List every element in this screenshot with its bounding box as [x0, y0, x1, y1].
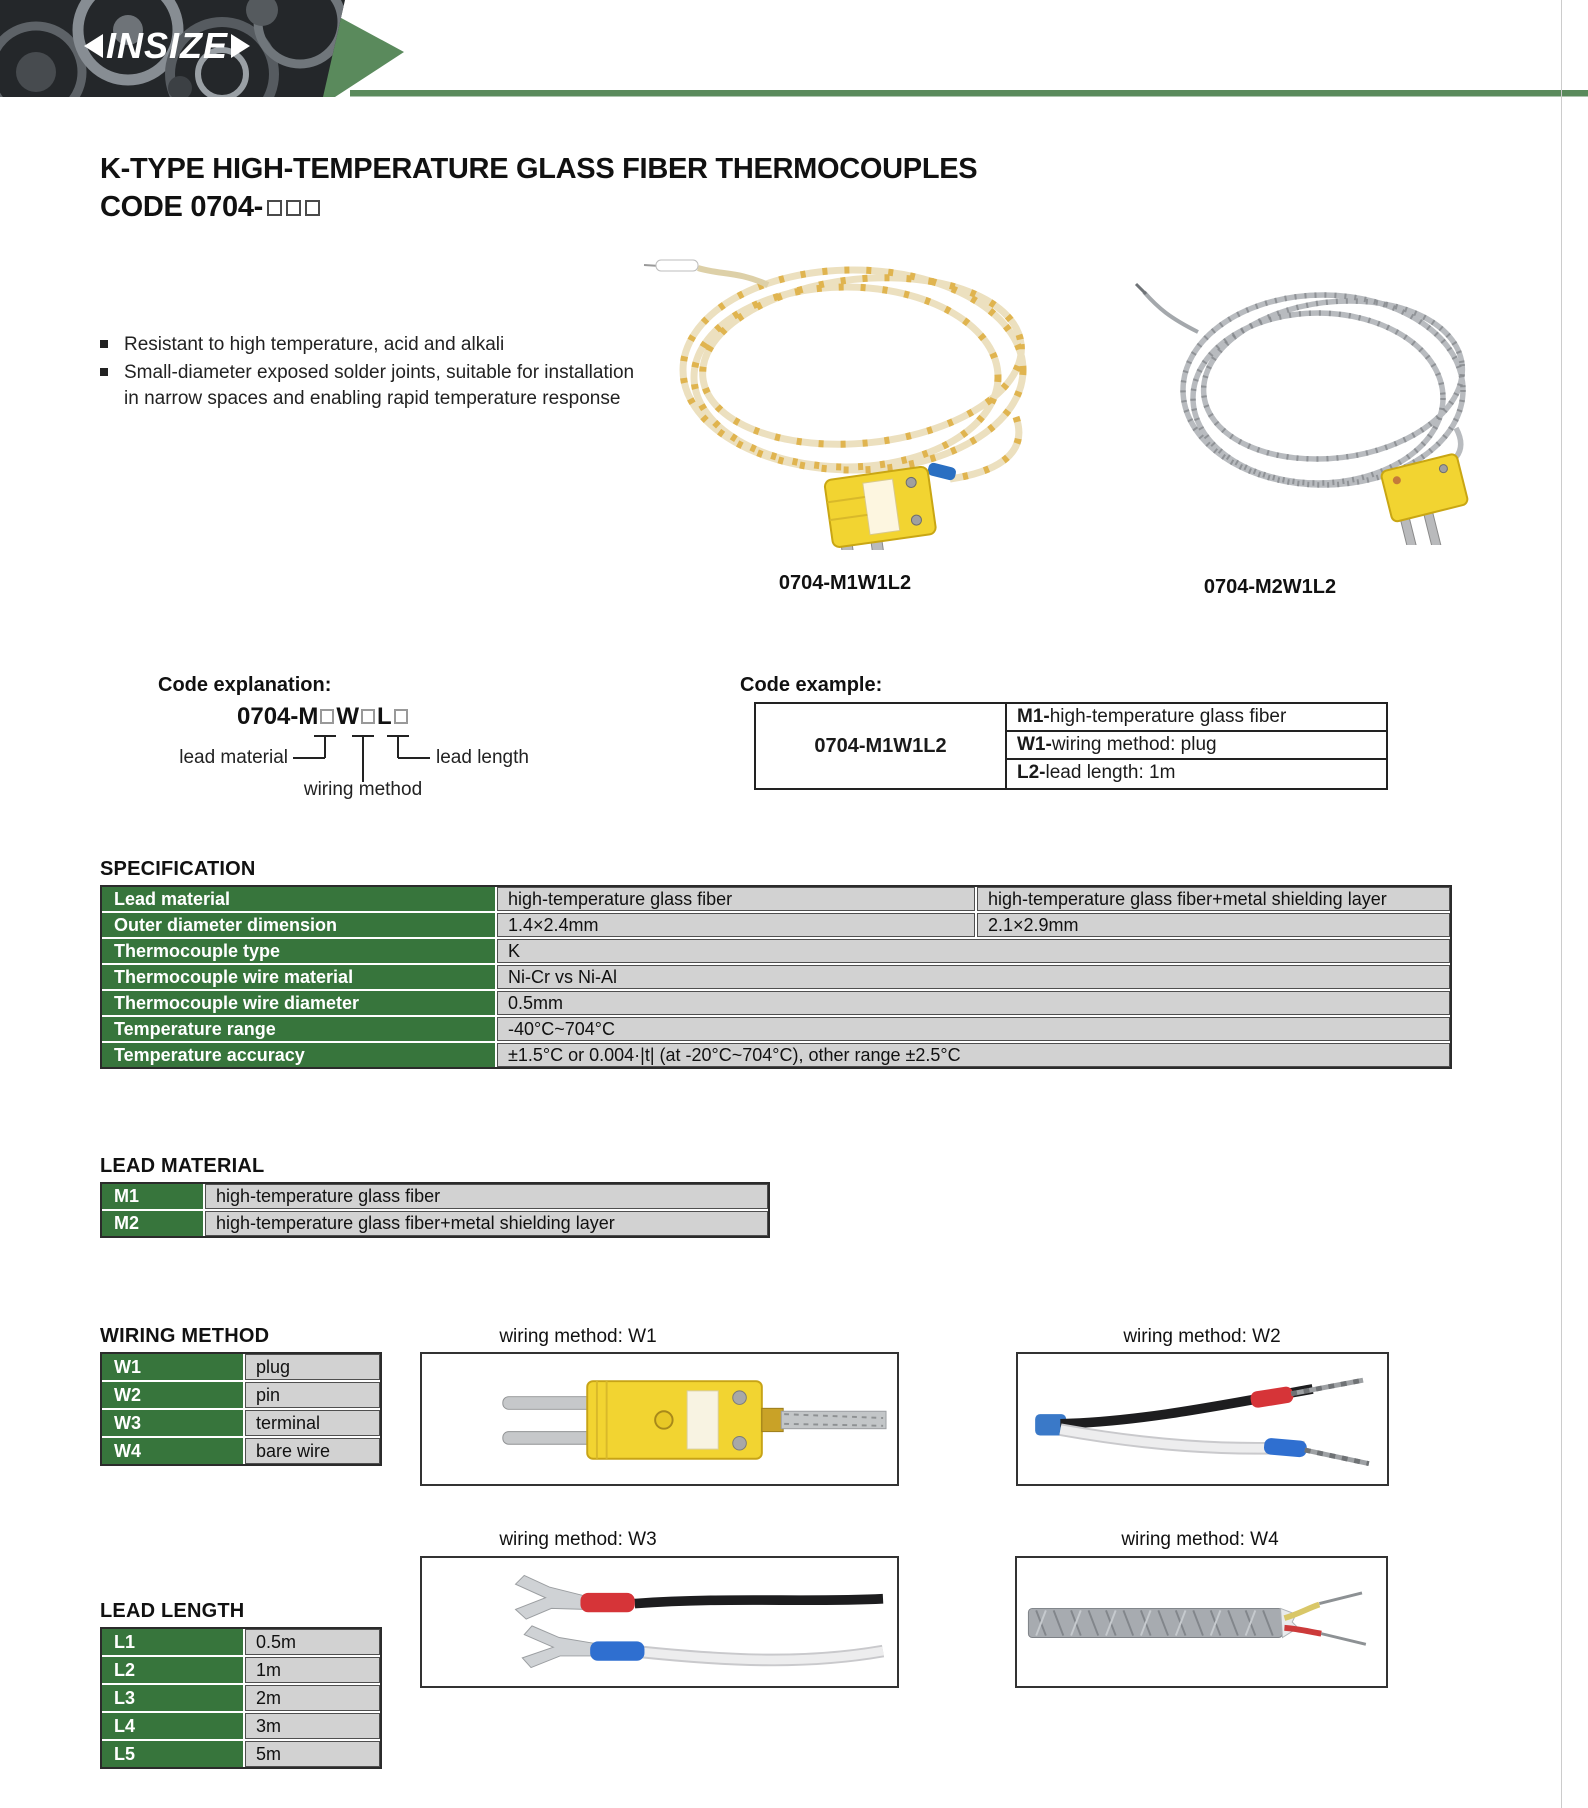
- wiring-code: W2: [102, 1382, 243, 1408]
- code-example-table: [754, 702, 1388, 790]
- lead-length-value: 1m: [245, 1657, 380, 1683]
- product-photo-m1: [598, 205, 1098, 550]
- spec-value: 2.1×2.9mm: [977, 913, 1450, 937]
- code-example-row: [1007, 760, 1386, 788]
- wiring-photo-w2: [1016, 1352, 1389, 1486]
- formula-l: L: [377, 703, 392, 730]
- spec-label: Thermocouple type: [102, 939, 495, 963]
- wiring-photo-w3: [420, 1556, 899, 1688]
- wiring-value: plug: [245, 1354, 380, 1380]
- lead-length-code: L5: [102, 1741, 243, 1767]
- feature-list: [100, 332, 640, 414]
- lead-material-heading: LEAD MATERIAL: [100, 1155, 265, 1177]
- wiring-value: bare wire: [245, 1438, 380, 1464]
- wiring-code: W4: [102, 1438, 243, 1464]
- product-code-label: 0704-M2W1L2: [1203, 576, 1337, 598]
- lead-material-code: M1: [102, 1184, 203, 1209]
- spec-value: 0.5mm: [497, 991, 1450, 1015]
- lead-length-code: L1: [102, 1629, 243, 1655]
- formula-prefix: 0704-M: [237, 703, 319, 730]
- lead-material-code: M2: [102, 1211, 203, 1236]
- bullet-square-icon: [100, 340, 108, 348]
- label-lead-material: lead material: [179, 747, 288, 768]
- row-code: W1-: [1017, 734, 1052, 755]
- label-wiring-method: wiring method: [303, 779, 423, 800]
- wiring-method-heading: WIRING METHOD: [100, 1325, 270, 1347]
- row-text: lead length: 1m: [1045, 762, 1176, 783]
- title-code-prefix: CODE 0704-: [100, 191, 264, 223]
- logo-right-arrow-icon: [231, 34, 250, 58]
- code-example-row: [1007, 732, 1386, 760]
- row-text: high-temperature glass fiber: [1049, 706, 1287, 727]
- lead-length-table: [100, 1627, 382, 1769]
- product-code-label: 0704-M1W1L2: [778, 572, 912, 594]
- wiring-value: terminal: [245, 1410, 380, 1436]
- code-example-code: 0704-M1W1L2: [756, 704, 1007, 788]
- spec-value: ±1.5°C or 0.004·|t| (at -20°C~704°C), other range ±2.5°C: [497, 1043, 1450, 1067]
- lead-length-code: L4: [102, 1713, 243, 1739]
- spec-label: Thermocouple wire material: [102, 965, 495, 989]
- wiring-photo-w1: [420, 1352, 899, 1486]
- spec-value: high-temperature glass fiber+metal shielding layer: [977, 887, 1450, 911]
- spec-label: Thermocouple wire diameter: [102, 991, 495, 1015]
- wiring-image-label-w2: wiring method: W2: [1123, 1326, 1281, 1347]
- insize-logo: [84, 26, 250, 66]
- row-code: L2-: [1017, 762, 1046, 783]
- specification-table: [100, 885, 1452, 1069]
- spec-value: Ni-Cr vs Ni-Al: [497, 965, 1450, 989]
- feature-item: [100, 332, 640, 358]
- label-lead-length: lead length: [436, 747, 529, 768]
- wiring-code: W1: [102, 1354, 243, 1380]
- formula-w: W: [336, 703, 360, 730]
- spec-value: -40°C~704°C: [497, 1017, 1450, 1041]
- wiring-code: W3: [102, 1410, 243, 1436]
- spec-value: 1.4×2.4mm: [497, 913, 975, 937]
- lead-length-value: 2m: [245, 1685, 380, 1711]
- logo-left-arrow-icon: [84, 34, 103, 58]
- lead-length-code: L2: [102, 1657, 243, 1683]
- code-placeholder-box: [267, 200, 282, 216]
- logo-text: INSIZE: [106, 25, 229, 66]
- page-header: [0, 0, 1588, 97]
- spec-label: Temperature range: [102, 1017, 495, 1041]
- row-text: wiring method: plug: [1051, 734, 1217, 755]
- title-line1: K-TYPE HIGH-TEMPERATURE GLASS FIBER THERMOCOUPLES: [100, 153, 978, 185]
- spec-label: Temperature accuracy: [102, 1043, 495, 1067]
- feature-text: Small-diameter exposed solder joints, suitable for installation in narrow spaces and enabling rapid temperature response: [124, 362, 635, 409]
- product-photo-m2: [1128, 240, 1508, 545]
- page-edge-line: [1561, 0, 1562, 1808]
- code-example-row: [1007, 704, 1386, 732]
- lead-material-table: [100, 1182, 770, 1238]
- spec-label: Lead material: [102, 887, 495, 911]
- lead-material-value: high-temperature glass fiber: [205, 1184, 768, 1209]
- spec-value: high-temperature glass fiber: [497, 887, 975, 911]
- lead-material-value: high-temperature glass fiber+metal shielding layer: [205, 1211, 768, 1236]
- wiring-photo-w4: [1015, 1556, 1388, 1688]
- spec-value: K: [497, 939, 1450, 963]
- row-code: M1-: [1017, 706, 1050, 727]
- lead-length-heading: LEAD LENGTH: [100, 1600, 245, 1622]
- wiring-image-label-w1: wiring method: W1: [499, 1326, 657, 1347]
- wiring-method-table: [100, 1352, 382, 1466]
- code-placeholder-box: [305, 200, 320, 216]
- feature-text: Resistant to high temperature, acid and alkali: [124, 334, 505, 355]
- code-placeholder-box: [286, 200, 301, 216]
- wiring-image-label-w3: wiring method: W3: [499, 1529, 657, 1550]
- spec-label: Outer diameter dimension: [102, 913, 495, 937]
- code-example-heading: Code example:: [740, 674, 883, 696]
- bullet-square-icon: [100, 368, 108, 376]
- specification-heading: SPECIFICATION: [100, 858, 256, 880]
- lead-length-value: 3m: [245, 1713, 380, 1739]
- lead-length-value: 5m: [245, 1741, 380, 1767]
- wiring-image-label-w4: wiring method: W4: [1121, 1529, 1279, 1550]
- feature-item: [100, 360, 640, 412]
- lead-length-code: L3: [102, 1685, 243, 1711]
- code-explanation-heading: Code explanation:: [158, 674, 332, 696]
- lead-length-value: 0.5m: [245, 1629, 380, 1655]
- wiring-value: pin: [245, 1382, 380, 1408]
